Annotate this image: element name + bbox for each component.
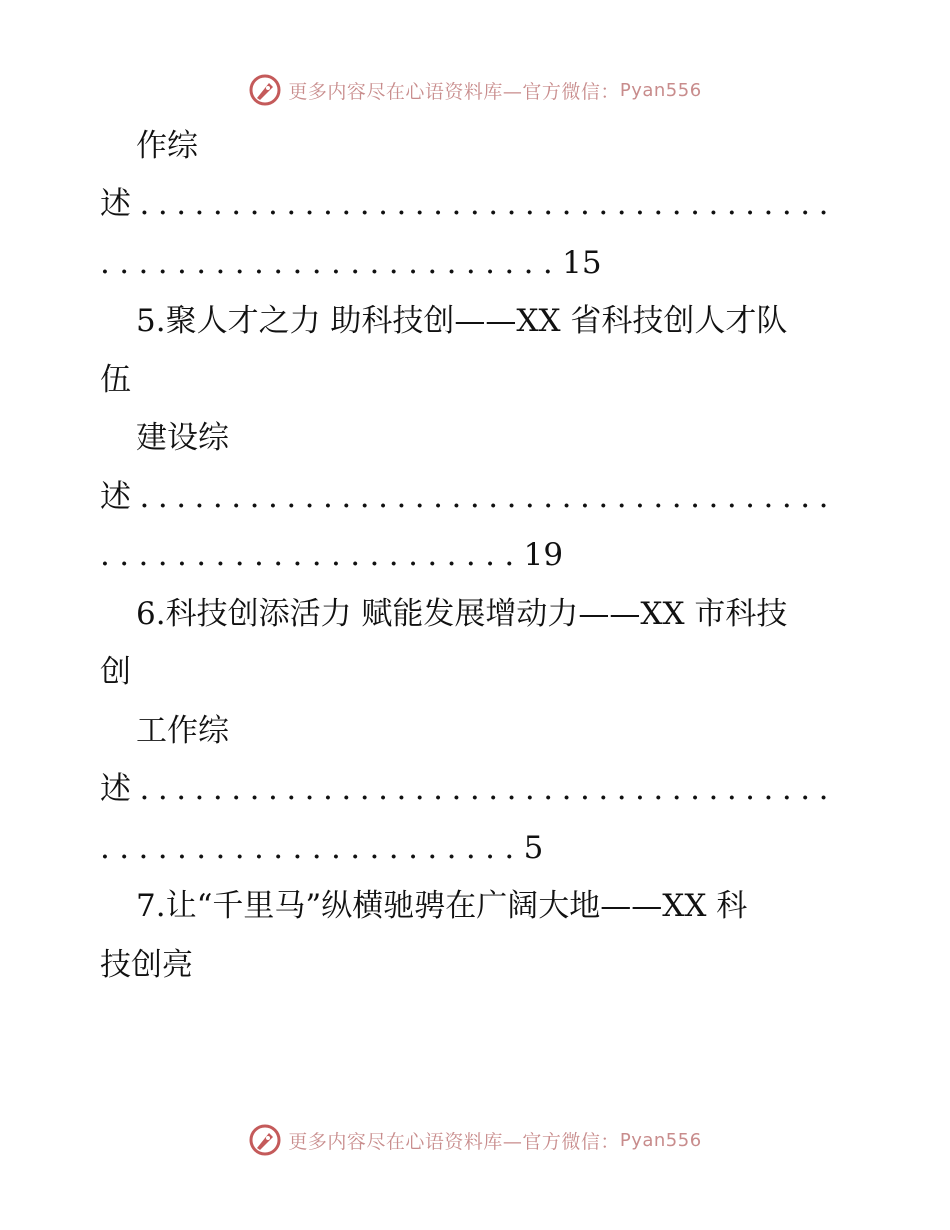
watermark-text: 更多内容尽在心语资料库—官方微信： <box>288 1130 620 1153</box>
toc-line: 7.让“千里马”纵横驰骋在广阔大地——XX 科 <box>136 888 748 924</box>
toc-line: 述...................................... <box>100 479 837 515</box>
toc-line: 技创亮 <box>100 947 193 983</box>
toc-line <box>100 535 850 575</box>
toc-line: 述...................................... <box>100 771 837 807</box>
toc-page-number: 5 <box>523 830 544 866</box>
watermark-text: 更多内容尽在心语资料库—官方微信： <box>288 80 620 103</box>
footer-watermark <box>0 1118 950 1162</box>
pen-nib-icon <box>248 1123 282 1157</box>
toc-line <box>100 243 850 283</box>
toc-leader: ........................ <box>100 245 563 281</box>
toc-leader: ...................... <box>100 830 524 866</box>
toc-line: 6.科技创添活力 赋能发展增动力——XX 市科技 <box>136 596 788 632</box>
toc-line <box>100 828 850 868</box>
toc-line: 5.聚人才之力 助科技创——XX 省科技创人才队 <box>136 303 788 339</box>
toc-line: 创 <box>100 654 131 690</box>
toc-page-number: 19 <box>523 537 564 573</box>
toc-line: 述...................................... <box>100 186 837 222</box>
toc-line: 建设综 <box>136 420 229 456</box>
toc-line: 伍 <box>100 362 131 398</box>
toc-line: 工作综 <box>136 713 229 749</box>
watermark-wechat-id: Pyan556 <box>619 1129 702 1151</box>
toc-page-number: 15 <box>562 245 602 281</box>
toc-leader: ...................... <box>100 537 524 573</box>
watermark-wechat-id: Pyan556 <box>619 79 702 101</box>
toc-line: 作综 <box>136 128 198 164</box>
